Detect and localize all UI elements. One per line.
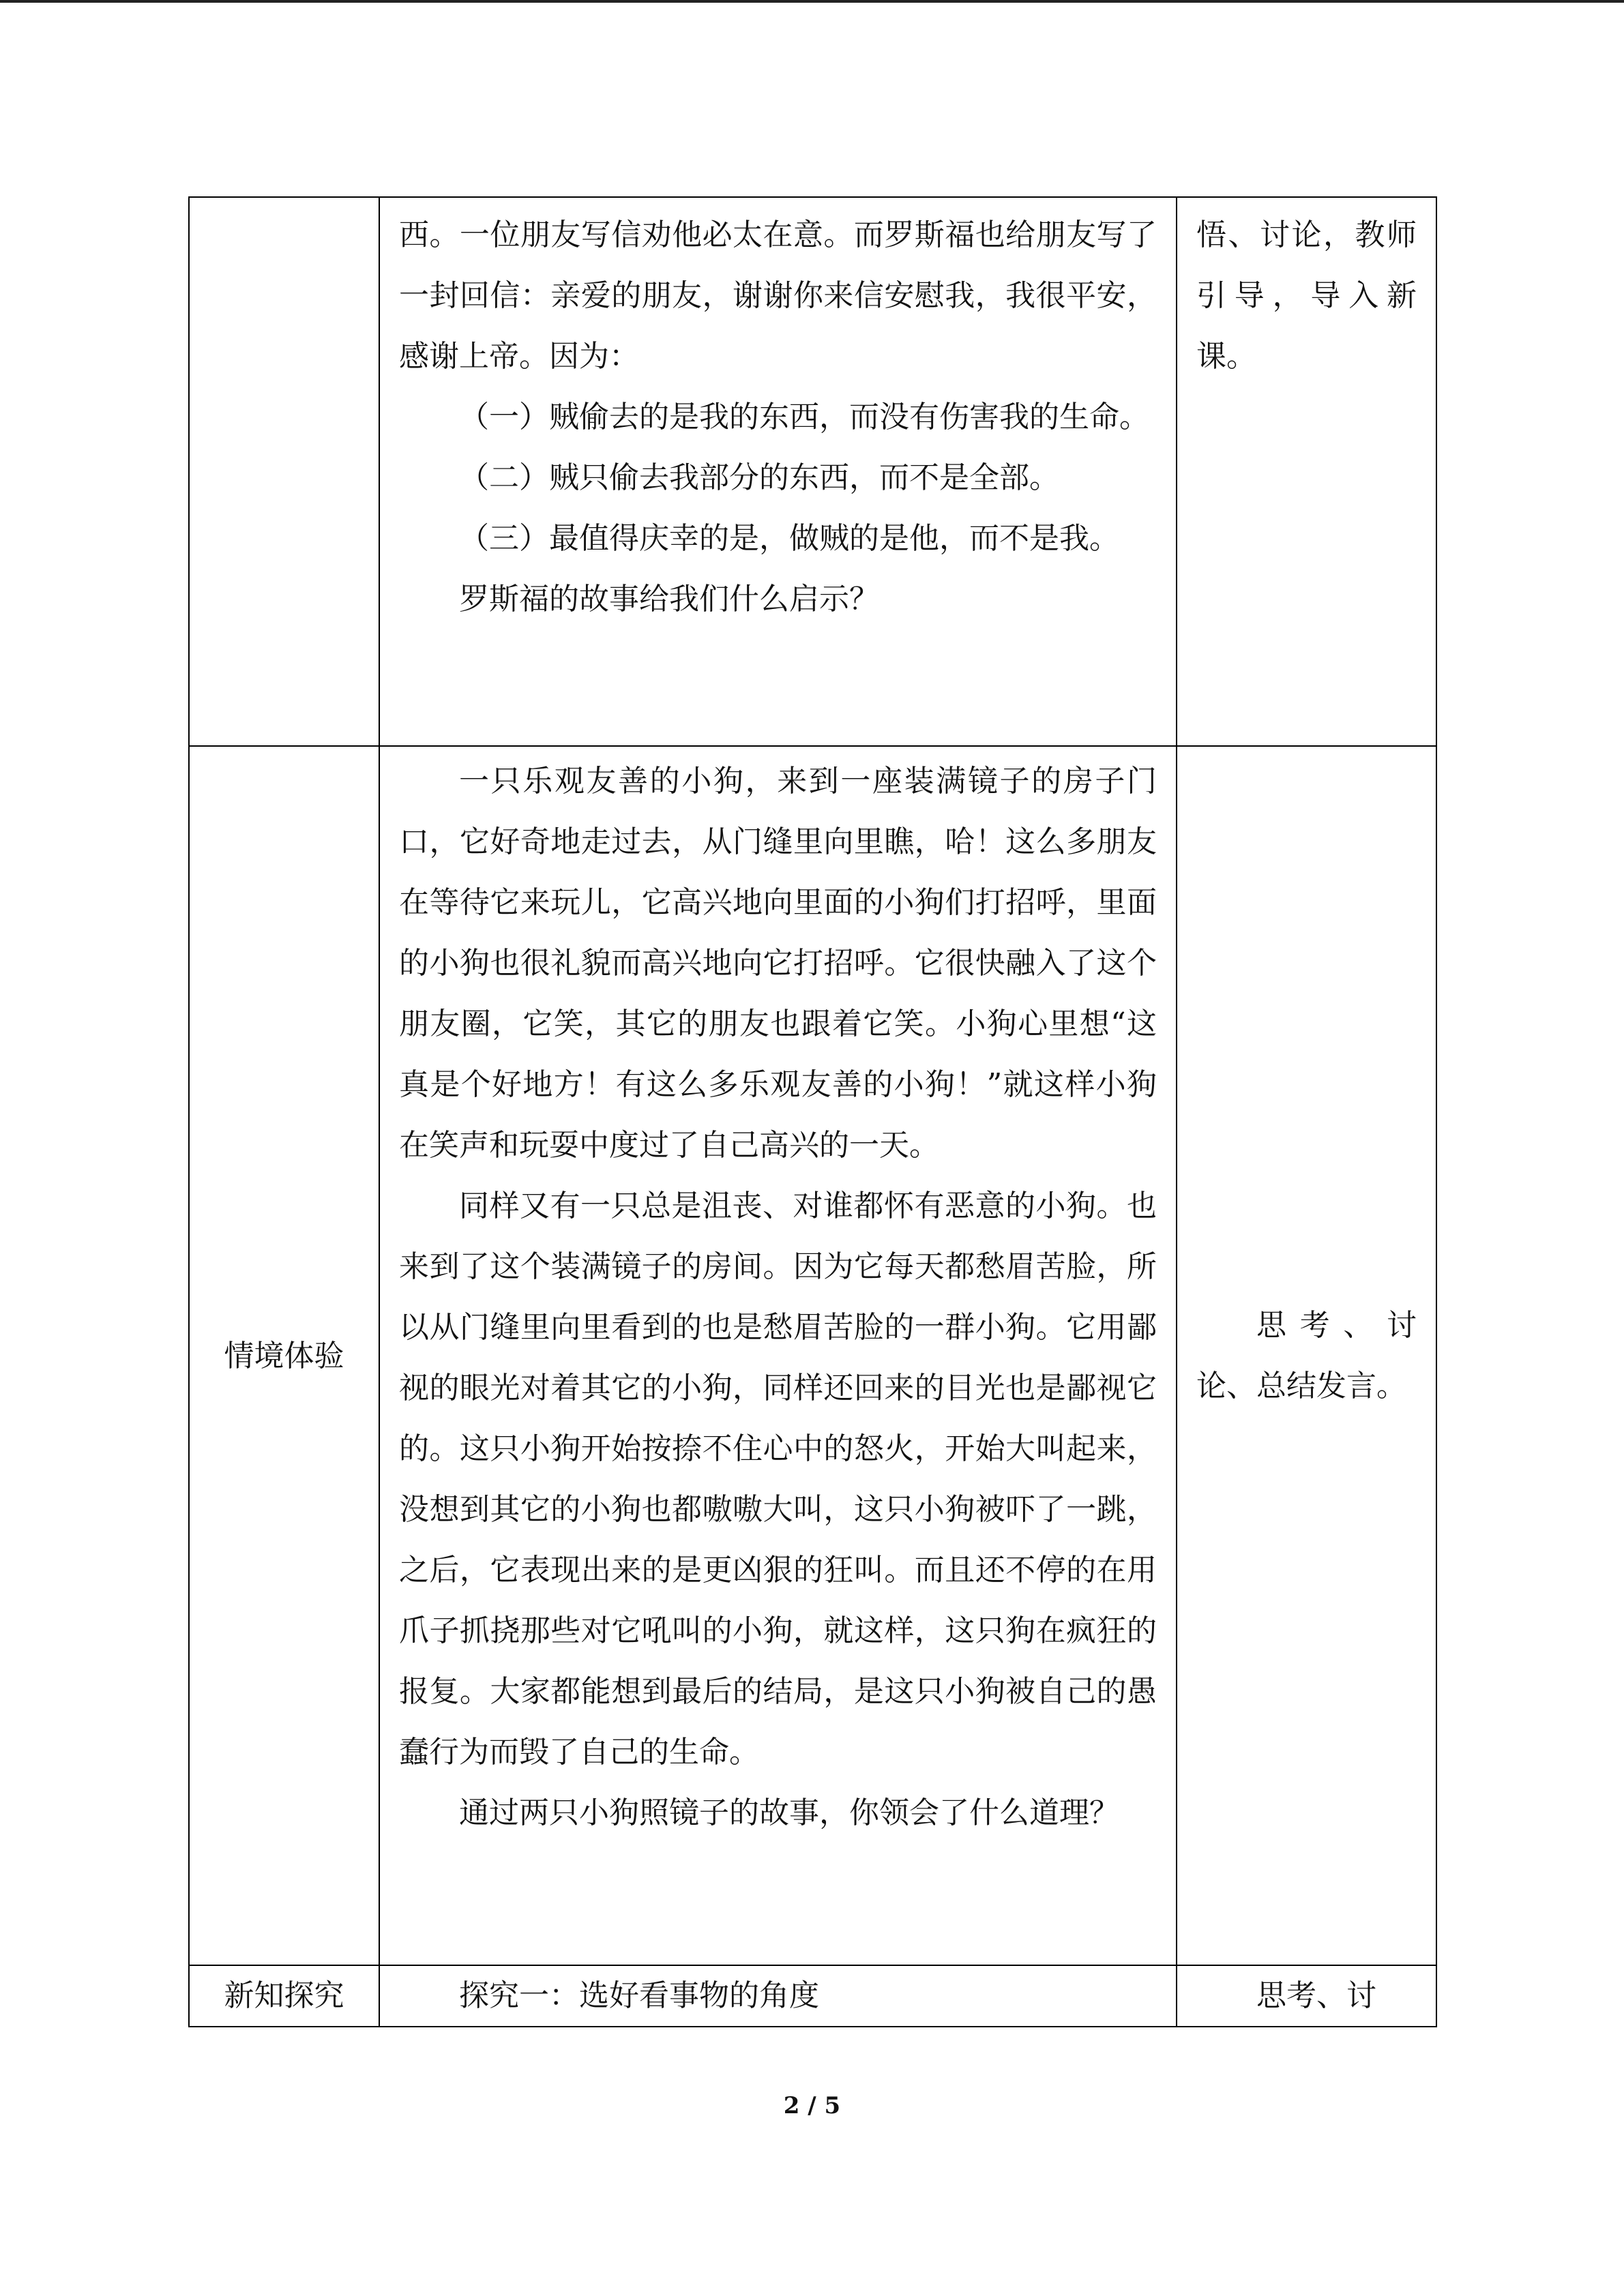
content-paragraph: 同样又有一只总是沮丧、对谁都怀有恶意的小狗。也来到了这个装满镜子的房间。因为它每天都愁眉苦脸，所以从门缝里向里看到的也是愁眉苦脸的一群小狗。它用鄙视的眼光对着其它的小狗，同样还回来的目光也是鄙视它的。这只小狗开始按捺不住心中的怒火，开始大叫起来，没想到其它的小狗也都嗷嗷大叫，这只小狗被吓了一跳，之后，它表现出来的是更凶狠的狂叫。而且还不停的在用爪子抓挠那些对它吼叫的小狗，就这样，这只狗在疯狂的报复。大家都能想到最后的结局，是这只小狗被自己的愚蠢行为而毁了自己的生命。	[399, 1189, 1157, 1770]
activity-cell	[1177, 746, 1436, 1965]
content-paragraph: （二）贼只偷去我部分的东西，而不是全部。	[459, 460, 1059, 495]
stage-label-cell	[189, 746, 379, 1965]
table-row	[189, 1965, 1436, 2027]
table-row	[189, 197, 1436, 746]
table-row	[189, 746, 1436, 1965]
content-paragraph: 通过两只小狗照镜子的故事，你领会了什么道理？	[459, 1795, 1119, 1830]
stage-label: 情境体验	[224, 1338, 344, 1373]
content-paragraph: 西。一位朋友写信劝他必太在意。而罗斯福也给朋友写了一封回信：亲爱的朋友，谢谢你来信安慰我，我很平安，感谢上帝。因为：	[399, 218, 1157, 374]
content-paragraph: （一）贼偷去的是我的东西，而没有伤害我的生命。	[459, 400, 1149, 434]
content-paragraph: 罗斯福的故事给我们什么启示？	[459, 582, 879, 616]
content-cell	[379, 197, 1177, 746]
content-paragraph: 一只乐观友善的小狗，来到一座装满镜子的房子门口，它好奇地走过去，从门缝里向里瞧，哈！这么多朋友在等待它来玩儿，它高兴地向里面的小狗们打招呼，里面的小狗也很礼貌而高兴地向它打招呼。它很快融入了这个朋友圈，它笑，其它的朋友也跟着它笑。小狗心里想“这真是个好地方！有这么多乐观友善的小狗！”就这样小狗在笑声和玩耍中度过了自己高兴的一天。	[399, 764, 1157, 1163]
top-border-line	[0, 0, 1624, 3]
activity-text: 思考、讨	[1256, 1978, 1376, 2013]
stage-label-cell	[189, 197, 379, 746]
activity-text: 思考、讨论、总结发言。	[1196, 1308, 1417, 1403]
lesson-plan-table	[188, 196, 1437, 2027]
stage-label-cell	[189, 1965, 379, 2027]
content-paragraph: 探究一：选好看事物的角度	[459, 1978, 819, 2013]
content-cell	[379, 746, 1177, 1965]
activity-cell	[1177, 197, 1436, 746]
stage-label: 新知探究	[224, 1978, 344, 2013]
activity-cell	[1177, 1965, 1436, 2027]
content-cell	[379, 1965, 1177, 2027]
page-number: 2 / 5	[783, 2092, 841, 2119]
activity-text: 悟、讨论，教师引导，导入新课。	[1196, 218, 1417, 374]
content-paragraph: （三）最值得庆幸的是，做贼的是他，而不是我。	[459, 521, 1119, 556]
